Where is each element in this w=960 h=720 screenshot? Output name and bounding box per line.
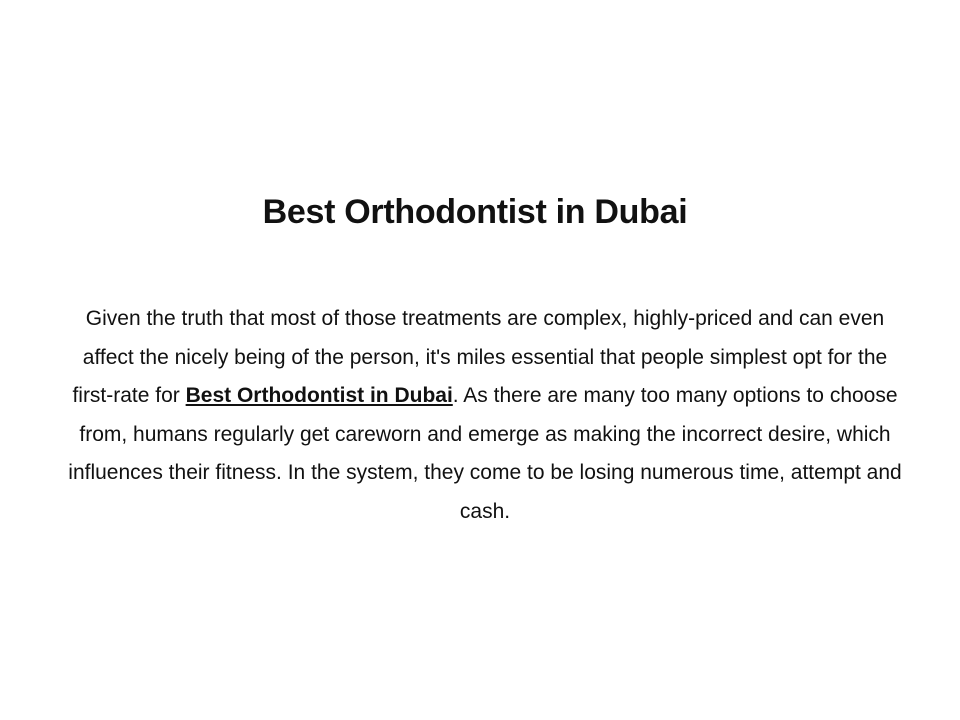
orthodontist-link[interactable]: Best Orthodontist in Dubai: [185, 384, 453, 407]
slide-title: Best Orthodontist in Dubai: [262, 193, 688, 231]
paragraph-text-before-link: Given the truth that most of those treatments are complex, highly-priced and can even affect the nicely being of the person, it's miles essential that people simplest opt for the first-rate for: [72, 307, 888, 407]
paragraph-text-after-link: . As there are many too many options to choose from, humans regularly get careworn and emerge as making the incorrect desire, which influences their fitness. In the system, they come to be losing numerous time, attempt and cash.: [68, 384, 902, 523]
body-paragraph: [60, 300, 910, 531]
